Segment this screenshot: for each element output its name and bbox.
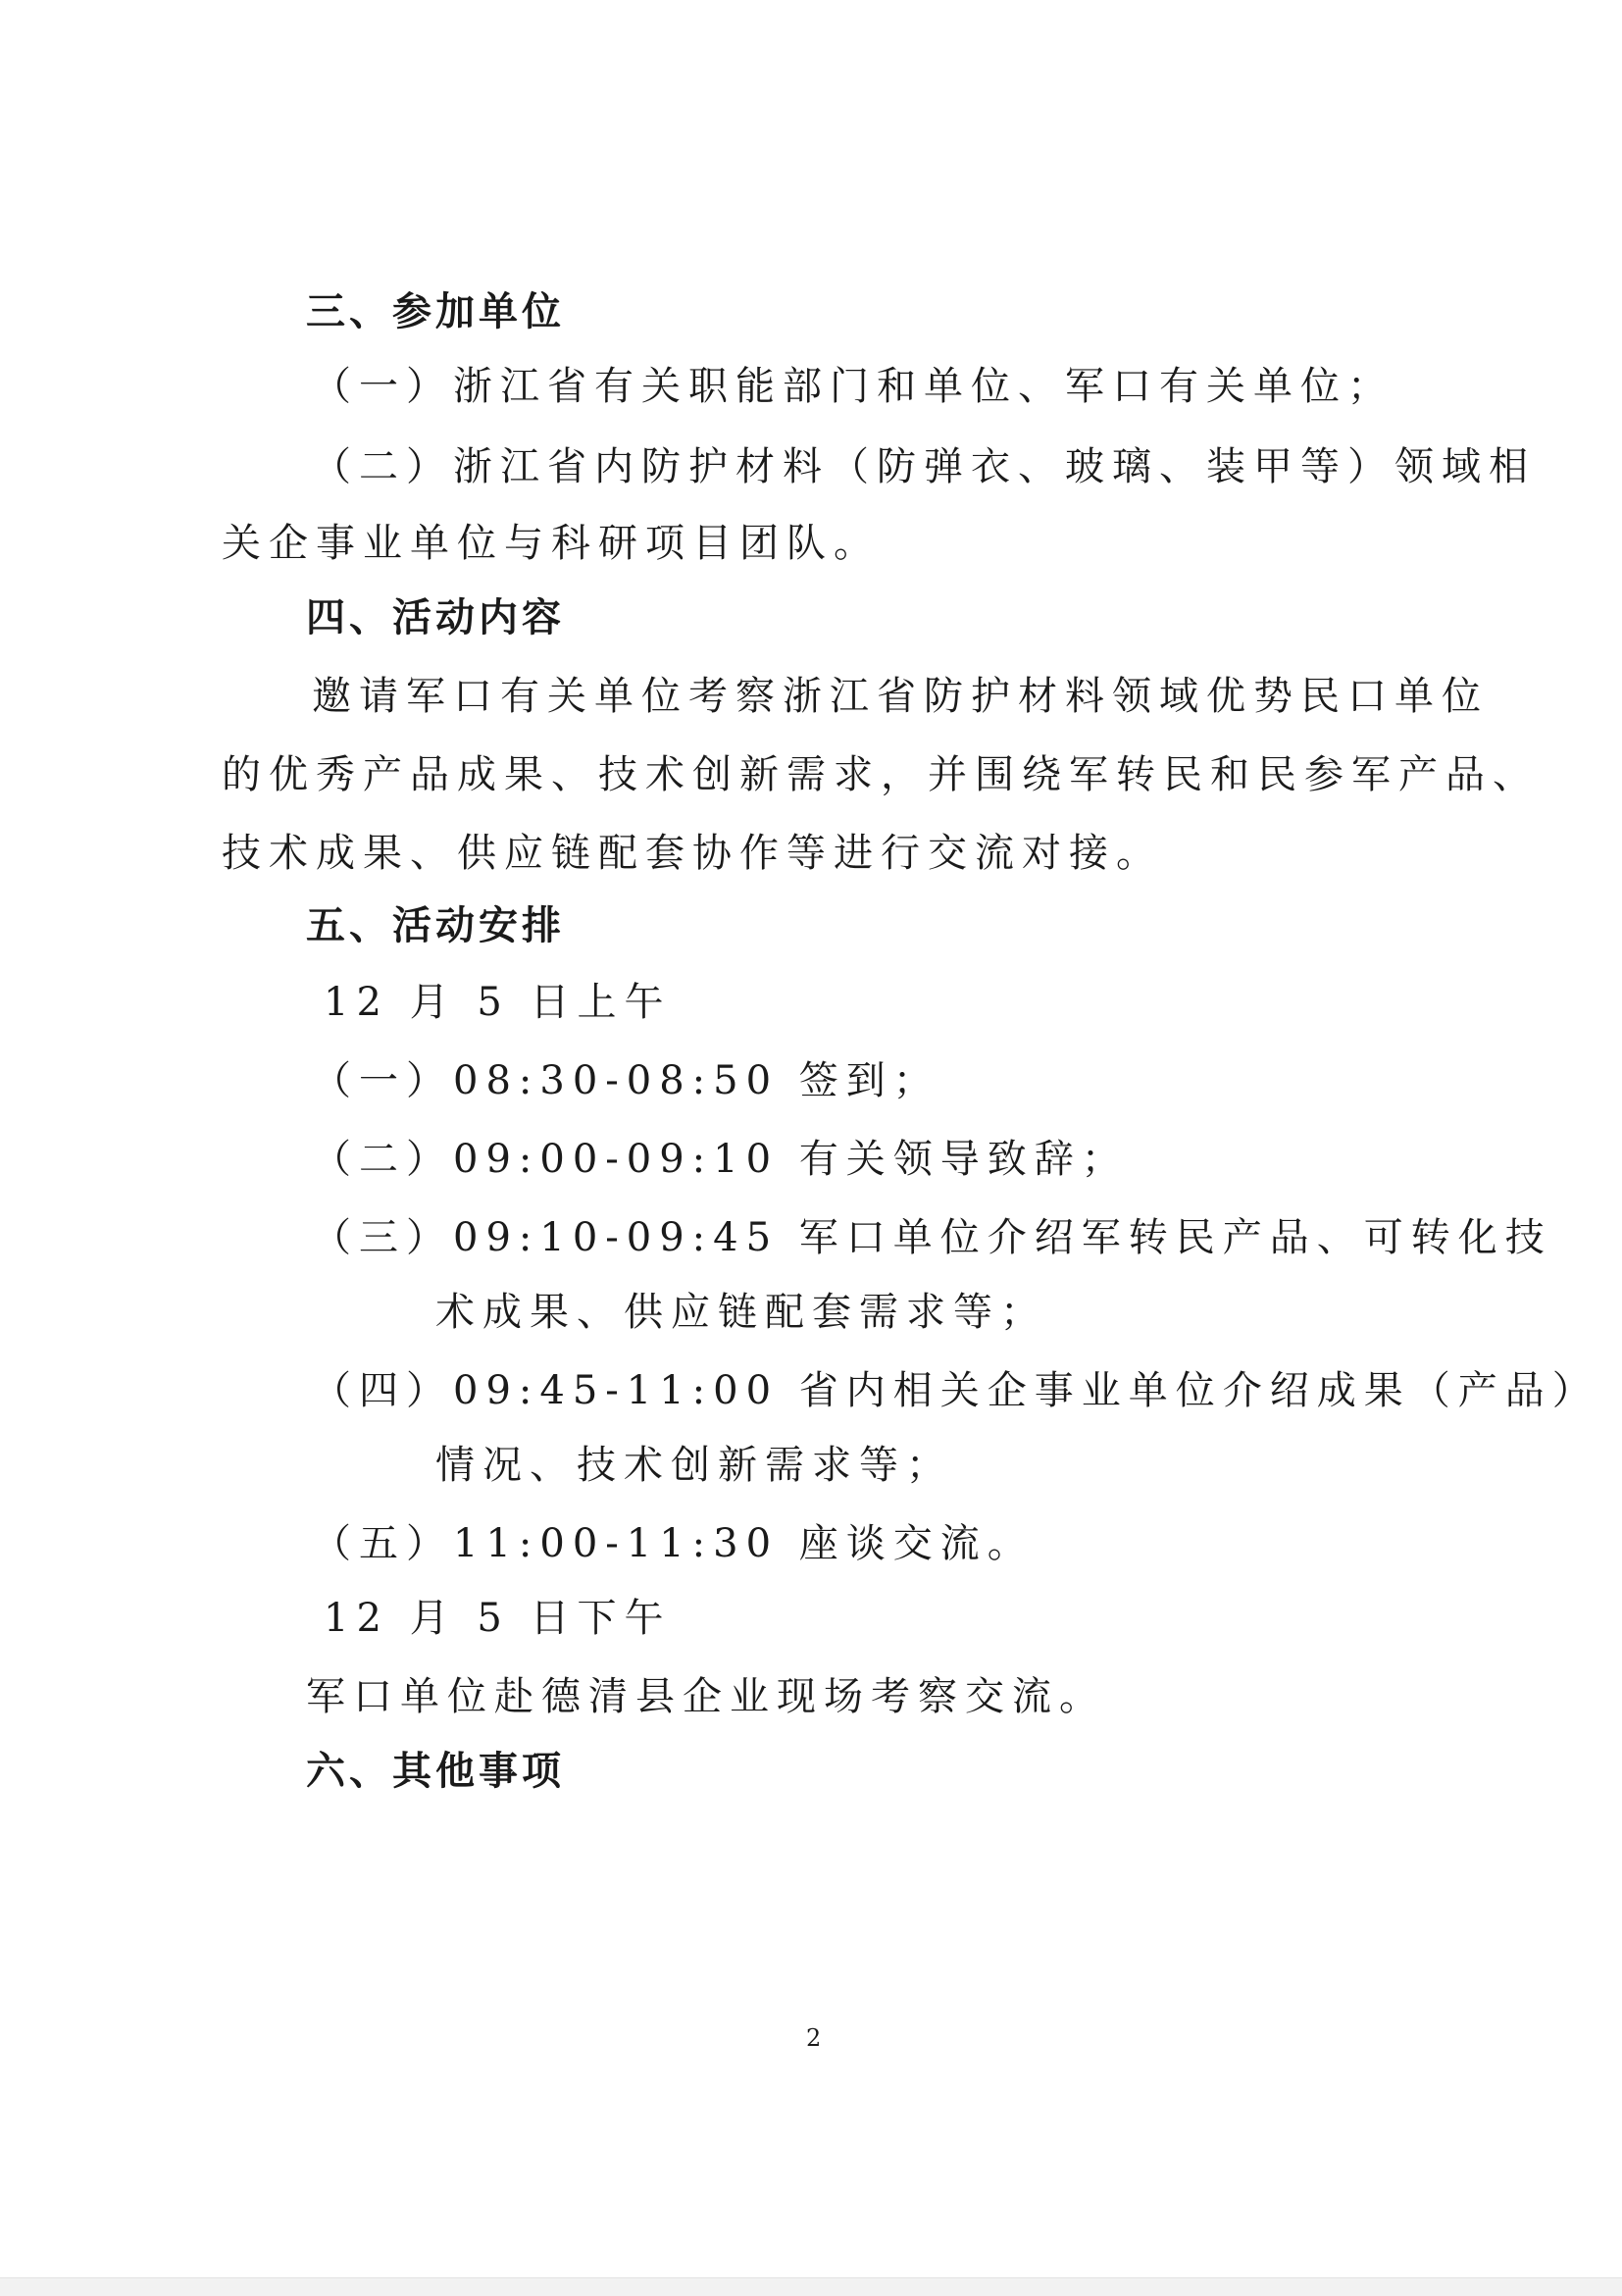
scan-bottom-edge	[0, 2277, 1622, 2296]
schedule-afternoon-text: 军口单位赴德清县企业现场考察交流。	[306, 1674, 1106, 1719]
schedule-item-1: （一）08:30-08:50 签到；	[312, 1058, 940, 1103]
schedule-afternoon-label: 12 月 5 日下午	[324, 1596, 672, 1641]
content-paragraph-line-1: 邀请军口有关单位考察浙江省防护材料领域优势民口单位	[312, 674, 1489, 719]
section-heading-schedule: 五、活动安排	[306, 903, 565, 948]
schedule-morning-label: 12 月 5 日上午	[324, 980, 672, 1025]
schedule-item-4-continued: 情况、技术创新需求等；	[435, 1443, 953, 1488]
page-number: 2	[806, 2024, 822, 2052]
section-heading-participants: 三、参加单位	[306, 289, 565, 334]
schedule-item-5: （五）11:00-11:30 座谈交流。	[312, 1521, 1035, 1566]
schedule-item-2: （二）09:00-09:10 有关领导致辞；	[312, 1137, 1129, 1182]
schedule-item-3-continued: 术成果、供应链配套需求等；	[435, 1290, 1047, 1335]
content-paragraph-line-2: 的优秀产品成果、技术创新需求，并围绕军转民和民参军产品、	[222, 752, 1540, 797]
participant-item-2-line-2: 关企事业单位与科研项目团队。	[222, 521, 881, 566]
schedule-item-4: （四）09:45-11:00 省内相关企事业单位介绍成果（产品）	[312, 1368, 1599, 1413]
content-paragraph-line-3: 技术成果、供应链配套协作等进行交流对接。	[222, 831, 1163, 876]
section-heading-other: 六、其他事项	[306, 1749, 565, 1794]
participant-item-1: （一）浙江省有关职能部门和单位、军口有关单位；	[312, 364, 1394, 409]
section-heading-content: 四、活动内容	[306, 595, 565, 640]
participant-item-2-line-1: （二）浙江省内防护材料（防弹衣、玻璃、装甲等）领域相	[312, 444, 1536, 489]
schedule-item-3: （三）09:10-09:45 军口单位介绍军转民产品、可转化技	[312, 1215, 1552, 1260]
